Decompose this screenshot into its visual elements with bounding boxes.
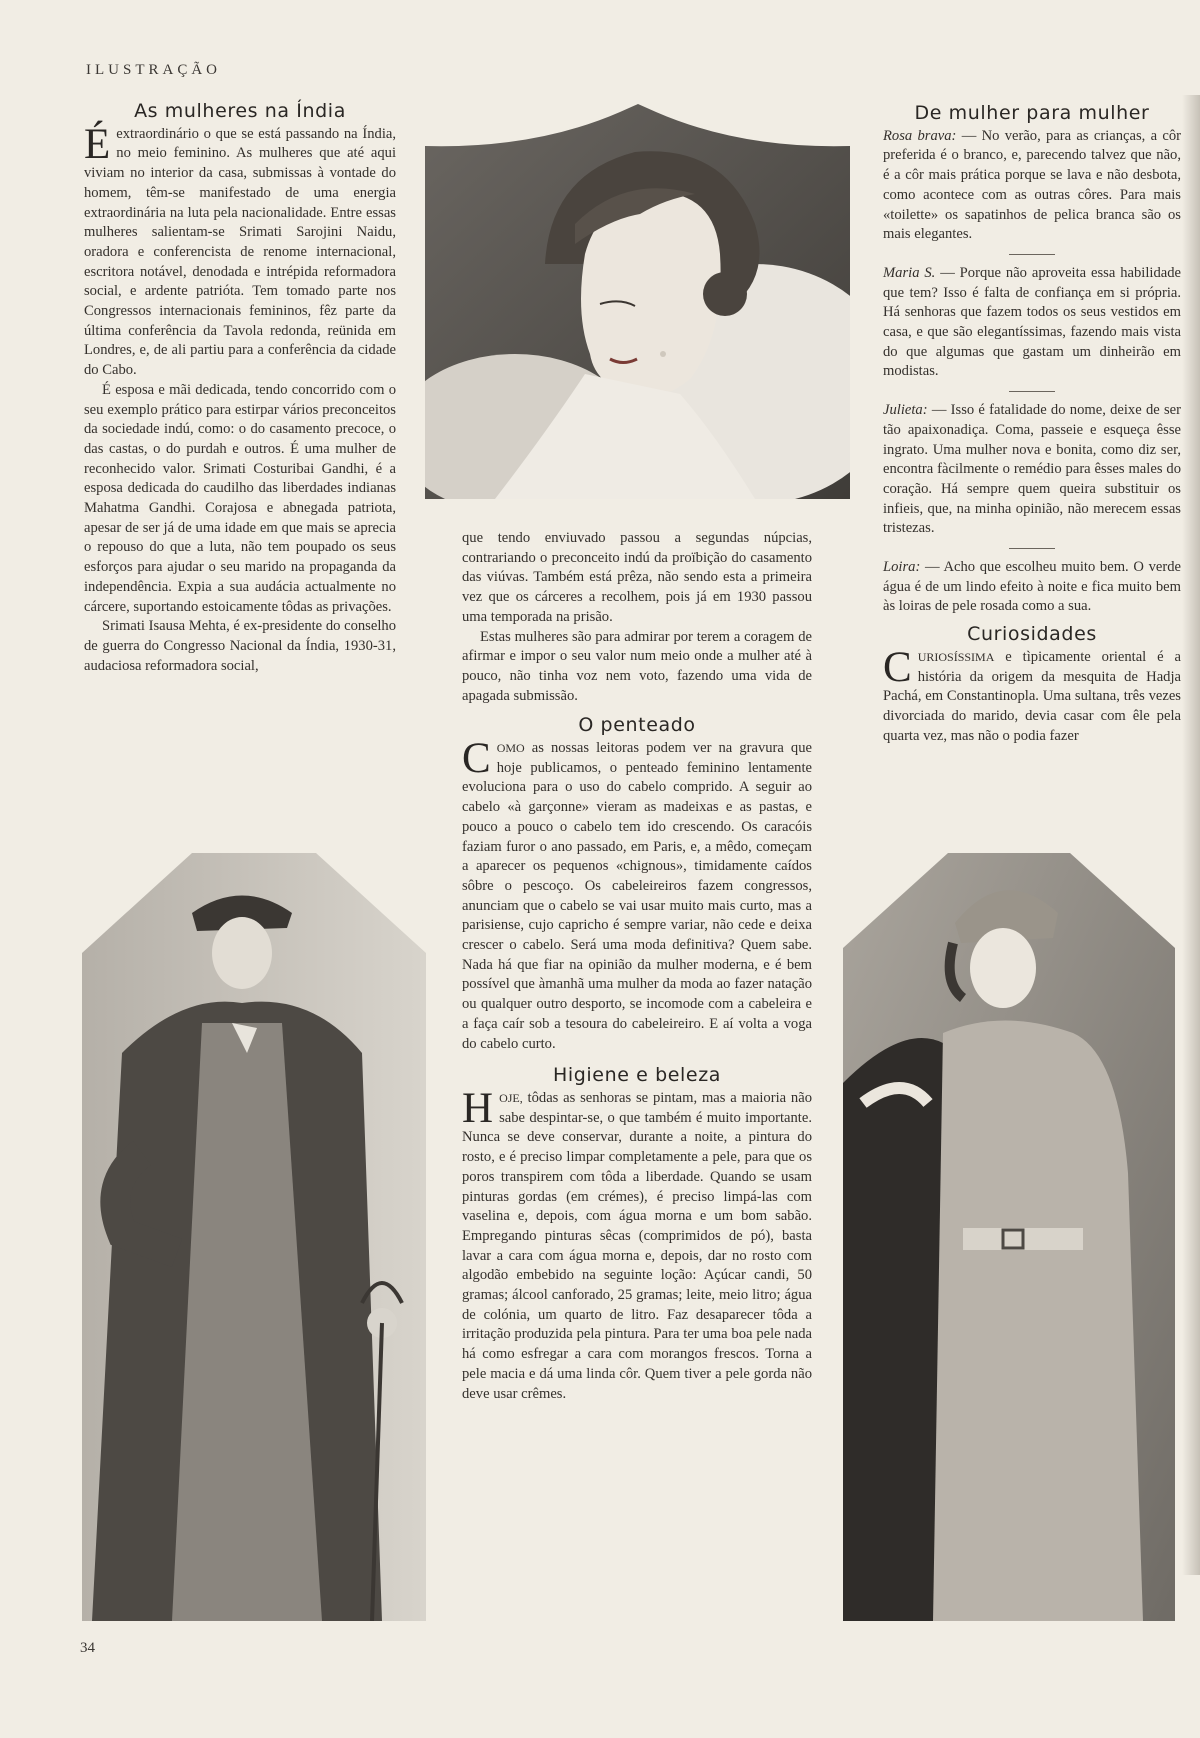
letter-loira: Loira: — Acho que escolheu muito bem. O verde água é de um lindo efeito à noite e fica muito bem às loiras de pele rosada como a sua. (883, 559, 1181, 615)
curiosidades-text: e tìpicamente oriental é a história da origem da mesquita de Hadja Pachá, em Constantinopla. Uma sultana, três vezes divorciada do marido, devia casar com êle pela quarta vez, mas não o podia fazer (883, 648, 1182, 744)
dropcap-e: É (84, 120, 111, 168)
penteado-smallcaps: OMO (496, 741, 525, 756)
separator-rule (1009, 548, 1055, 549)
heading-penteado: O penteado (578, 714, 696, 737)
photo-woman-knit (843, 853, 1175, 1621)
india-paragraph-4: Estas mulheres são para admirar por terem a coragem de afirmar e impor o seu valor num meio onde a mulher até à pouco, não tinha voz nem voto, fazendo uma vida de apagada submissão. (462, 628, 812, 704)
heading-higiene: Higiene e beleza (552, 1064, 722, 1087)
india-paragraph-2: É esposa e mãi dedicada, tendo concorrido com o seu exemplo prático para estirpar vários preconceitos da sociedade indú, como: o do casamento precoce, o das castas, o do purdah e outros. É uma mulher de reconhecido valor. Srimati Costuribai Gandhi, é a esposa dedicada do caudilho das liberdades indianas Mahatma Gandhi. Corajosa e abnegada patriota, apesar de ser já de uma idade em que mais se aprecia o repouso do que a luta, não tem poupado os seus esforços para ajudar o seu marido na propaganda da independência. Expia a sua audácia actualmente no cárcere, suportando estoicamente tôdas as privações. (84, 381, 396, 615)
higiene-smallcaps: OJE, (499, 1090, 523, 1105)
separator-rule (1009, 254, 1055, 255)
separator-rule (1009, 391, 1055, 392)
photo-hairstyle-portrait (425, 104, 850, 499)
dropcap-h: H (462, 1084, 494, 1132)
letter-julieta: Julieta: — Isso é fatalidade do nome, deixe de ser tão apaixonadiça. Coma, passeie e esqueça êsse ingrato. Uma mulher nova e bonita, como diz ser, encontra fàcilmente o remédio para êsses males do coração. Há sempre quem queira substituir os infieis, que, na minha opinião, não merecem essas tristezas. (883, 402, 1181, 537)
india-continued: que tendo enviuvado passou a segundas núpcias, contrariando o preconceito indú da proïbição do casamento das viúvas. Também está prêza, não sendo esta a primeira vez que os cárceres a recolhem, pois já em 1930 passou uma temporada na prisão. (462, 530, 812, 625)
penteado-text: as nossas leitoras podem ver na gravura que hoje publicamos, o penteado feminino lentamente evoluciona para o uso do cabelo comprido. A seguir ao cabelo «à garçonne» vieram as madeixas e as pastas, e pouco a pouco o cabelo tem ido crescendo. Os caracóis faziam furor o ano passado, em Paris, e, a mêdo, começam a aparecer os pequenos «chignous», timidamente caídos sôbre o pescoço. Os cabeleireiros fazem congressos, anunciam que o cabelo se vai usar muito mais curto, mas a parisiense, cujo capricho é sempre variar, não cede e deixa crescer o cabelo. Será uma moda definitiva? Quem sabe. Nada há que fiar na opinião da mulher moderna, e é bem possível que àmanhã uma mulher da moda ao fazer natação ou qualquer outro desporto, se incomode com a cabeleira e a faça caír sob a tesoura do cabeleireiro. E aí volta a voga do cabelo curto. (462, 740, 812, 1052)
center-column (462, 529, 812, 1404)
article-india (84, 102, 396, 676)
heading-india: As mulheres na Índia (134, 100, 346, 122)
india-paragraph-3: Srimati Isausa Mehta, é ex-presidente do conselho de guerra do Congresso Nacional da Índia, 1930-31, audaciosa reformadora social, (84, 618, 396, 674)
running-head: ILUSTRAÇÃO (86, 62, 222, 78)
page-number: 34 (80, 1640, 95, 1656)
heading-de-mulher: De mulher para mulher (914, 102, 1150, 124)
heading-curiosidades: Curiosidades (967, 623, 1097, 646)
dropcap-c2: C (883, 643, 912, 691)
photo-woman-coat (82, 853, 426, 1621)
dropcap-c: C (462, 735, 491, 783)
curiosidades-smallcaps: URIOSÍSSIMA (917, 649, 995, 664)
letter-maria: Maria S. — Porque não aproveita essa habilidade que tem? Isso é falta de confiança em si própria. Há senhoras que fazem todos os seus vestidos em casa, e que são elegantíssimas, fazendo mais vista do que algumas que gastam um dinheirão em modistas. (883, 264, 1182, 380)
page-gutter-shadow (1182, 95, 1200, 1575)
higiene-text: tôdas as senhoras se pintam, mas a maioria não sabe despintar-se, o que também é muito importante. Nunca se deve conservar, durante a noite, a pintura do rosto, e é preciso limpar completamente a pele, para que os poros transpirem com tôda a liberdade. Quando se usam pinturas gordas (em crémes), é preciso limpá-las com vaselina e, depois, com água morna e um bom sabão. Empregando pinturas sêcas (comprimidos de pó), basta lavar a cara com água morna e, depois, dar no rosto com algodão embebido na seguinte loção: Açúcar candi, 50 gramas; álcool canforado, 25 gramas; leite, meio litro; água de colónia, um quarto de litro. Faz desaparecer tôda a irritação produzida pela pintura. Para ter uma boa pele nada há como esfregar a cara com morangos frescos. Torna a pele macia e dá uma linda côr. Quem tiver a pele gorda não deve usar crêmes. (462, 1089, 812, 1402)
right-column (883, 104, 1181, 746)
letter-rosa: Rosa brava: — No verão, para as crianças, a côr preferida é o branco, e, parecendo talvez que não, é a côr mais prática porque se lava e não desbota, como acontece com as outras côres. Para mais «toilette» os sapatinhos de pelica branca são os mais elegantes. (883, 127, 1182, 243)
india-paragraph-1: extraordinário o que se está passando na Índia, no meio feminino. As mulheres que até aqui viviam no interior da casa, submissas à vontade do homem, têm-se manifestado de uma energia extraordinária na luta pela nacionalidade. Entre essas mulheres salientam-se Srimati Sarojini Naidu, oradora e conferencista de renome internacional, escritora notável, denodada e intrépida reformadora social, e ardente patrióta. Tem tomado parte nos Congressos internacionais femininos, fêz parte da última conferência da Tavola redonda, reünida em Londres, e, de ali partiu para a conferência da cidade do Cabo. (84, 125, 396, 379)
